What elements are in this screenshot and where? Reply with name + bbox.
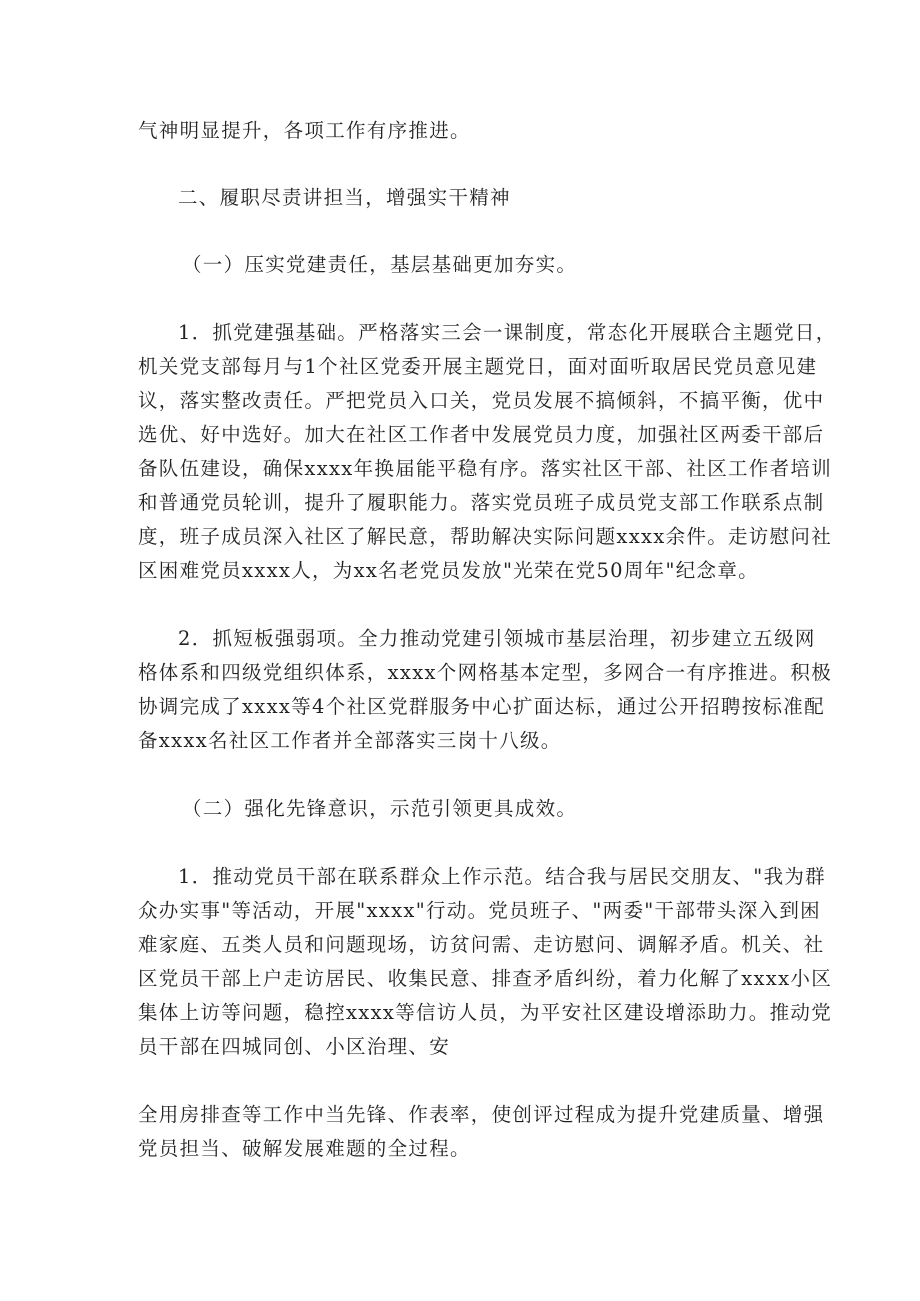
- paragraph-line: 员干部在四城同创、小区治理、安: [138, 1035, 451, 1058]
- paragraph-line: 2．抓短板强弱项。全力推动党建引领城市基层治理，初步建立五级网: [178, 627, 816, 650]
- paragraph-line: 机关党支部每月与1个社区党委开展主题党日，面对面听取居民党员意见建: [138, 355, 818, 378]
- section-heading: 二、履职尽责讲担当，增强实干精神: [178, 186, 511, 209]
- paragraph-line: 难家庭、五类人员和问题现场，访贫问需、走访慰问、调解矛盾。机关、社: [138, 933, 825, 956]
- paragraph-line: 协调完成了xxxx等4个社区党群服务中心扩面达标，通过公开招聘按标准配: [138, 695, 825, 718]
- paragraph-line: 集体上访等问题，稳控xxxx等信访人员，为平安社区建设增添助力。推动党: [138, 1001, 832, 1024]
- subsection-heading: （一）压实党建责任，基层基础更加夯实。: [182, 253, 578, 276]
- paragraph-line: 1．抓党建强基础。严格落实三会一课制度，常态化开展联合主题党日，: [178, 321, 837, 344]
- paragraph-line: 区党员干部上户走访居民、收集民意、排查矛盾纠纷，着力化解了xxxx小区: [138, 967, 832, 990]
- paragraph-line: 党员担当、破解发展难题的全过程。: [138, 1137, 471, 1160]
- paragraph-line: 备xxxx名社区工作者并全部落实三岗十八级。: [138, 729, 562, 752]
- paragraph-line: 格体系和四级党组织体系，xxxx个网格基本定型，多网合一有序推进。积极: [138, 661, 832, 684]
- subsection-heading: （二）强化先锋意识，示范引领更具成效。: [182, 797, 578, 820]
- paragraph-line: 众办实事"等活动，开展"xxxx"行动。党员班子、"两委"干部带头深入到困: [138, 899, 821, 922]
- paragraph-line: 1．推动党员干部在联系群众上作示范。结合我与居民交朋友、"我为群: [178, 865, 826, 888]
- paragraph-line: 和普通党员轮训，提升了履职能力。落实党员班子成员党支部工作联系点制: [138, 491, 825, 514]
- paragraph-line: 度，班子成员深入社区了解民意，帮助解决实际问题xxxx余件。走访慰问社: [138, 525, 832, 548]
- paragraph-line: 选优、好中选好。加大在社区工作者中发展党员力度，加强社区两委干部后: [138, 423, 825, 446]
- paragraph-line: 全用房排查等工作中当先锋、作表率，使创评过程成为提升党建质量、增强: [138, 1103, 825, 1126]
- paragraph-line: 议，落实整改责任。严把党员入口关，党员发展不搞倾斜，不搞平衡，优中: [138, 389, 825, 412]
- paragraph-continued-line: 气神明显提升，各项工作有序推进。: [138, 119, 471, 142]
- paragraph-line: 备队伍建设，确保xxxx年换届能平稳有序。落实社区干部、社区工作者培训: [138, 457, 832, 480]
- paragraph-line: 区困难党员xxxx人，为xx名老党员发放"光荣在党50周年"纪念章。: [138, 559, 759, 582]
